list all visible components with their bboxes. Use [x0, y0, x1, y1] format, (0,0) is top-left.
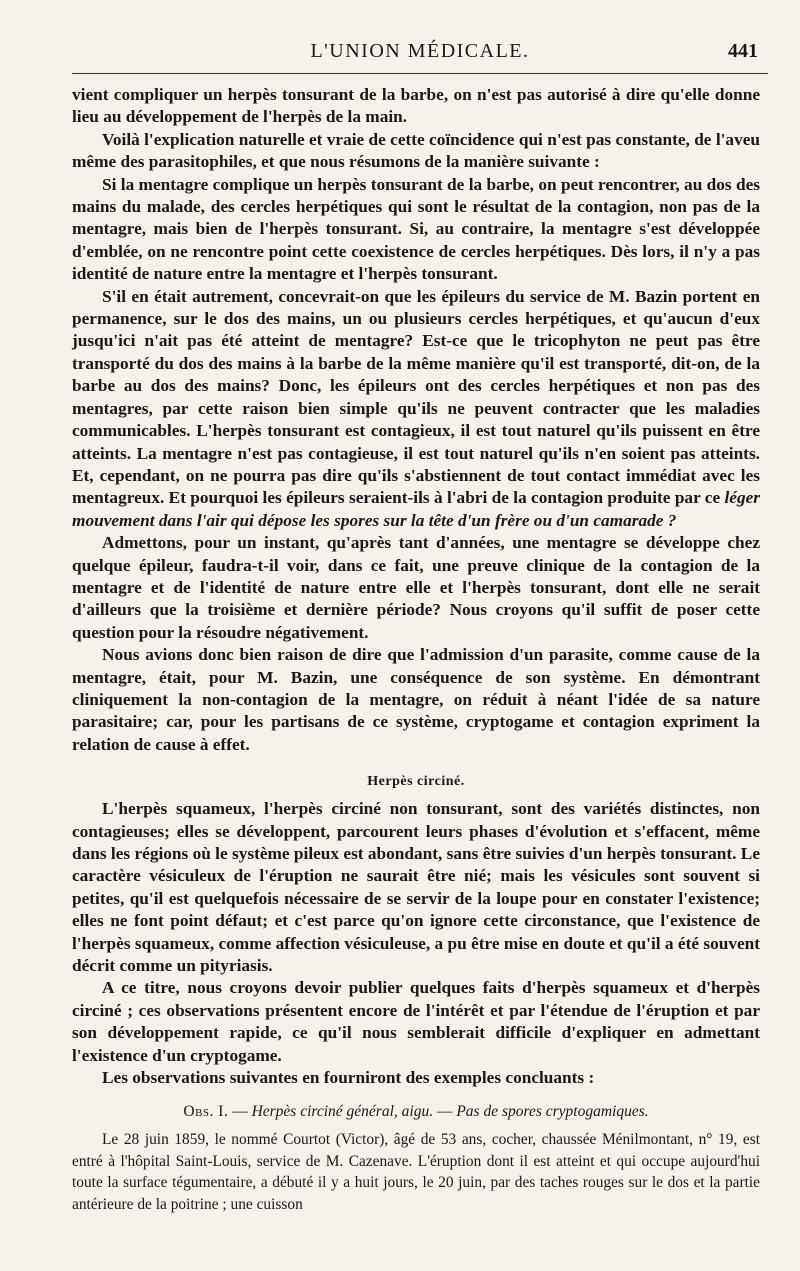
paragraph: A ce titre, nous croyons devoir publier quelques faits d'herpès squameux et d'herpès circiné ; ces observations présentent encore de l'intérêt et par l'étendue de l'éruption et par son développement rapide, ce qu'il nous semblerait difficile d'expliquer en admettant l'existence d'un cryptogame.	[72, 978, 760, 1065]
dash: —	[228, 1103, 252, 1121]
running-header	[72, 34, 768, 64]
paragraph: L'herpès squameux, l'herpès circiné non tonsurant, sont des variétés distinctes, non contagieuses; elles se développent, parcourent leurs phases d'évolution et s'effacent, même dans les régions où le système pileux est abondant, sans être suivies d'un herpès tonsurant. Le caractère vésiculeux de l'éruption ne saurait être nié; mais les vésicules sont souvent si petites, qu'il est quelquefois nécessaire de se servir de la loupe pour en constater l'existence; elles ne font point défaut; et c'est parce qu'on ignore cette circonstance, que l'existence de l'herpès squameux, comme affection vésiculeuse, a pu être mise en doute et qu'il a été souvent décrit comme un pityriasis.	[72, 799, 760, 976]
paragraph: Nous avions donc bien raison de dire que l'admission d'un parasite, comme cause de la mentagre, était, pour M. Bazin, une conséquence de son système. En démontrant cliniquement la non-contagion de la mentagre, on réduit à néant l'idée de sa nature parasitaire; car, pour les partisans de ce système, cryptogame et contagion expriment la relation de cause à effet.	[72, 645, 760, 754]
paragraph: Les observations suivantes en fourniront des exemples concluants :	[102, 1068, 595, 1088]
paragraph: Voilà l'explication naturelle et vraie de cette coïncidence qui n'est pas constante, de l'aveu même des parasitophiles, et que nous résumons de la manière suivante :	[72, 129, 760, 172]
paragraph: Admettons, pour un instant, qu'après tant d'années, une mentagre se développe chez quelque épileur, faudra-t-il voir, dans ce fait, une preuve clinique de la contagion de la mentagre et de l'identité de nature entre elle et l'herpès tonsurant, dont elle ne serait d'ailleurs que la troisième et dernière période? Nous croyons qu'il suffit de poser cette question pour la résoudre négativement.	[72, 533, 760, 642]
header-rule	[72, 73, 768, 74]
dash: —	[433, 1103, 457, 1121]
italic-quote: léger mouvement dans l'air qui dépose les spores sur la tête d'un frère ou d'un camarade ?	[72, 488, 760, 530]
page-number: 441	[728, 40, 758, 62]
observation-paragraph: Le 28 juin 1859, le nommé Courtot (Victor), âgé de 53 ans, cocher, chaussée Ménilmontant, n° 19, est entré à l'hôpital Saint-Louis, service de M. Cazenave. L'éruption dont il est atteint et qui occupe aujourd'hui toute la surface tégumentaire, a débuté il y a huit jours, le 20 juin, par des taches rouges sur le dos et la partie antérieure de la poitrine ; une cuisson	[72, 1131, 760, 1213]
paragraph	[72, 286, 760, 532]
paragraph: Si la mentagre complique un herpès tonsurant de la barbe, on peut rencontrer, au dos des mains du malade, des cercles herpétiques qui sont le résultat de la contagion, non pas de la mentagre, mais bien de l'herpès tonsurant. Si, au contraire, la mentagre s'est développée d'emblée, on ne rencontre point cette coexistence de cercles herpétiques. Dès lors, il n'y a pas identité de nature entre la mentagre et l'herpès tonsurant.	[72, 174, 760, 284]
observation-label: Obs. I.	[183, 1103, 229, 1121]
section-heading: Herpès circiné.	[367, 774, 465, 790]
observation-heading	[72, 1103, 760, 1121]
observation-subtitle: Pas de spores cryptogamiques.	[456, 1103, 649, 1121]
paragraph-text: S'il en était autrement, concevrait-on que les épileurs du service de M. Bazin portent en permanence, sur le dos des mains, un ou plusieurs cercles herpétiques, et qu'aucun d'eux jusqu'ici n'ait pas été atteint de mentagre? Est-ce que le tricophyton ne peut pas être transporté du dos des mains à la barbe de la même manière qu'il est transporté, dit-on, de la barbe au dos des mains? Donc, les épileurs ont des cercles herpétiques et non pas des mentagres, par cette raison bien simple qu'ils ne peuvent contracter que les maladies communicables. L'herpès tonsurant est contagieux, il est tout naturel qu'ils puissent en être atteints. La mentagre n'est pas contagieuse, il est tout naturel qu'ils n'en soient pas atteints. Et, cependant, on ne pourra pas dire qu'ils s'abstiennent de tout contact immédiat avec les mentagreux. Et pourquoi les épileurs seraient-ils à l'abri de la contagion produite par ce	[72, 286, 760, 508]
main-text	[72, 84, 760, 1215]
journal-title: L'UNION MÉDICALE.	[310, 40, 530, 62]
observation-title: Herpès circiné général, aigu.	[251, 1103, 434, 1121]
paragraph: vient compliquer un herpès tonsurant de la barbe, on n'est pas autorisé à dire qu'elle donne lieu au développement de l'herpès de la main.	[72, 85, 760, 127]
